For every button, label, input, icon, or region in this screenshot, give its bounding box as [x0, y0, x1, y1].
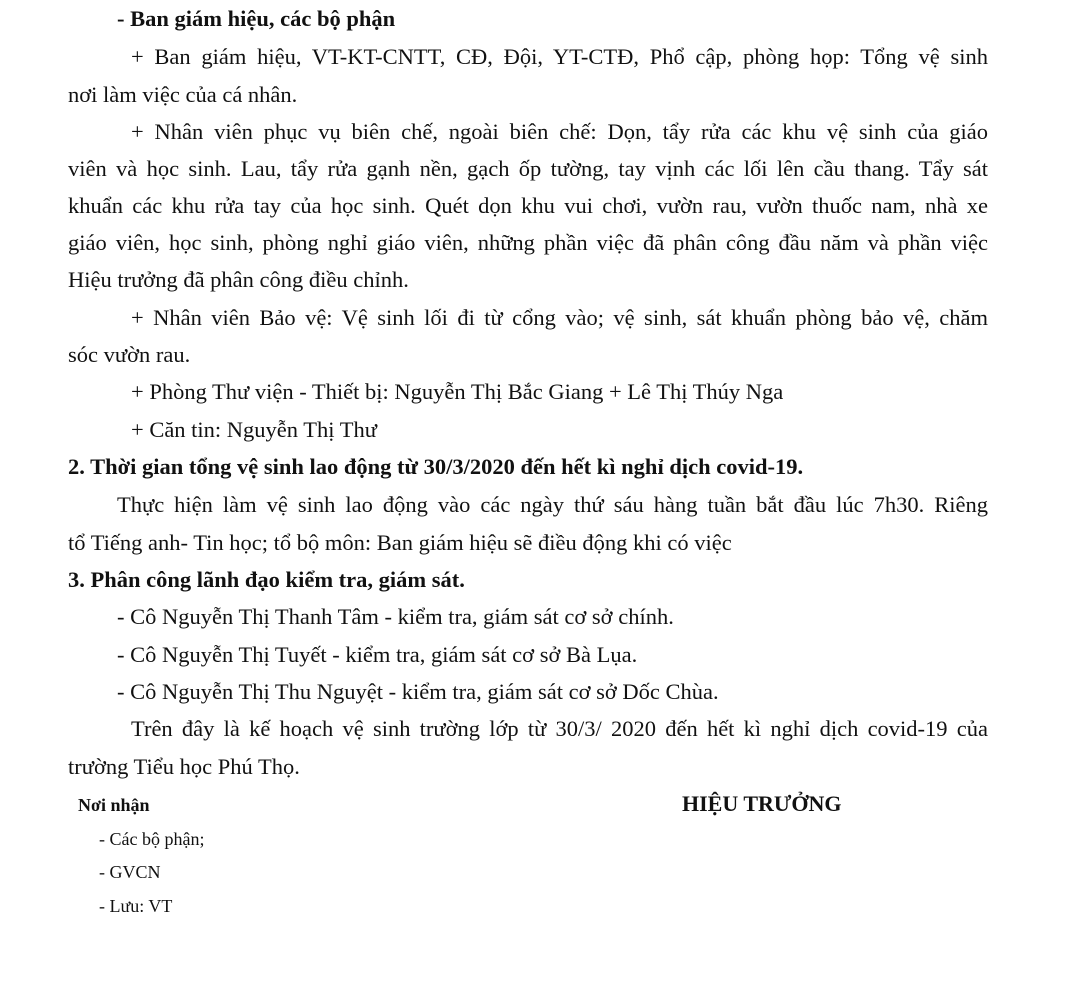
section1-p4: + Phòng Thư viện - Thiết bị: Nguyễn Thị Bắc Giang + Lê Thị Thúy Nga	[131, 379, 784, 404]
section1-p1-line1: + Ban giám hiệu, VT-KT-CNTT, CĐ, Đội, YT-CTĐ, Phổ cập, phòng họp: Tổng vệ sinh	[131, 44, 988, 69]
section2-body-line1: Thực hiện làm vệ sinh lao động vào các ngày thứ sáu hàng tuần bắt đầu lúc 7h30. Riêng	[117, 492, 988, 517]
recipients-label: Nơi nhận	[78, 795, 150, 815]
section1-p5: + Căn tin: Nguyễn Thị Thư	[131, 417, 377, 442]
section1-p2-line3: khuẩn các khu rửa tay của học sinh. Quét dọn khu vui chơi, vườn rau, vườn thuốc nam, nhà xe	[68, 193, 988, 218]
section1-p1-line2: nơi làm việc của cá nhân.	[68, 82, 298, 107]
recipient-item: - GVCN	[99, 862, 161, 882]
recipient-item: - Lưu: VT	[99, 896, 173, 916]
section1-p2-line4: giáo viên, học sinh, phòng nghỉ giáo viên, những phần việc đã phân công đầu năm và phần việc	[68, 230, 988, 255]
signature-title: HIỆU TRƯỞNG	[682, 791, 842, 816]
section1-p3-line2: sóc vườn rau.	[68, 342, 191, 367]
closing-line1: Trên đây là kế hoạch vệ sinh trường lớp từ 30/3/ 2020 đến hết kì nghỉ dịch covid-19 của	[131, 716, 988, 741]
section3-item: - Cô Nguyễn Thị Thanh Tâm - kiểm tra, giám sát cơ sở chính.	[117, 604, 674, 629]
section2-heading: 2. Thời gian tổng vệ sinh lao động từ 30/3/2020 đến hết kì nghỉ dịch covid-19.	[68, 454, 804, 479]
section3-item: - Cô Nguyễn Thị Thu Nguyệt - kiểm tra, giám sát cơ sở Dốc Chùa.	[117, 679, 719, 704]
section3-item: - Cô Nguyễn Thị Tuyết - kiểm tra, giám sát cơ sở Bà Lụa.	[117, 642, 638, 667]
closing-line2: trường Tiểu học Phú Thọ.	[68, 754, 300, 779]
section2-body-line2: tổ Tiếng anh- Tin học; tổ bộ môn: Ban giám hiệu sẽ điều động khi có việc	[68, 530, 732, 555]
section1-p2-line5: Hiệu trưởng đã phân công điều chỉnh.	[68, 267, 409, 292]
section1-p2-line1: + Nhân viên phục vụ biên chế, ngoài biên chế: Dọn, tẩy rửa các khu vệ sinh của giáo	[131, 119, 988, 144]
section1-p2-line2: viên và học sinh. Lau, tẩy rửa gạnh nền, gạch ốp tường, tay vịnh các lối lên cầu thang. Tẩy sát	[68, 156, 988, 181]
recipient-item: - Các bộ phận;	[99, 829, 205, 849]
section1-p3-line1: + Nhân viên Bảo vệ: Vệ sinh lối đi từ cổng vào; vệ sinh, sát khuẩn phòng bảo vệ, chăm	[131, 305, 988, 330]
section3-heading: 3. Phân công lãnh đạo kiểm tra, giám sát.	[68, 567, 465, 592]
section1-heading: - Ban giám hiệu, các bộ phận	[117, 6, 396, 31]
